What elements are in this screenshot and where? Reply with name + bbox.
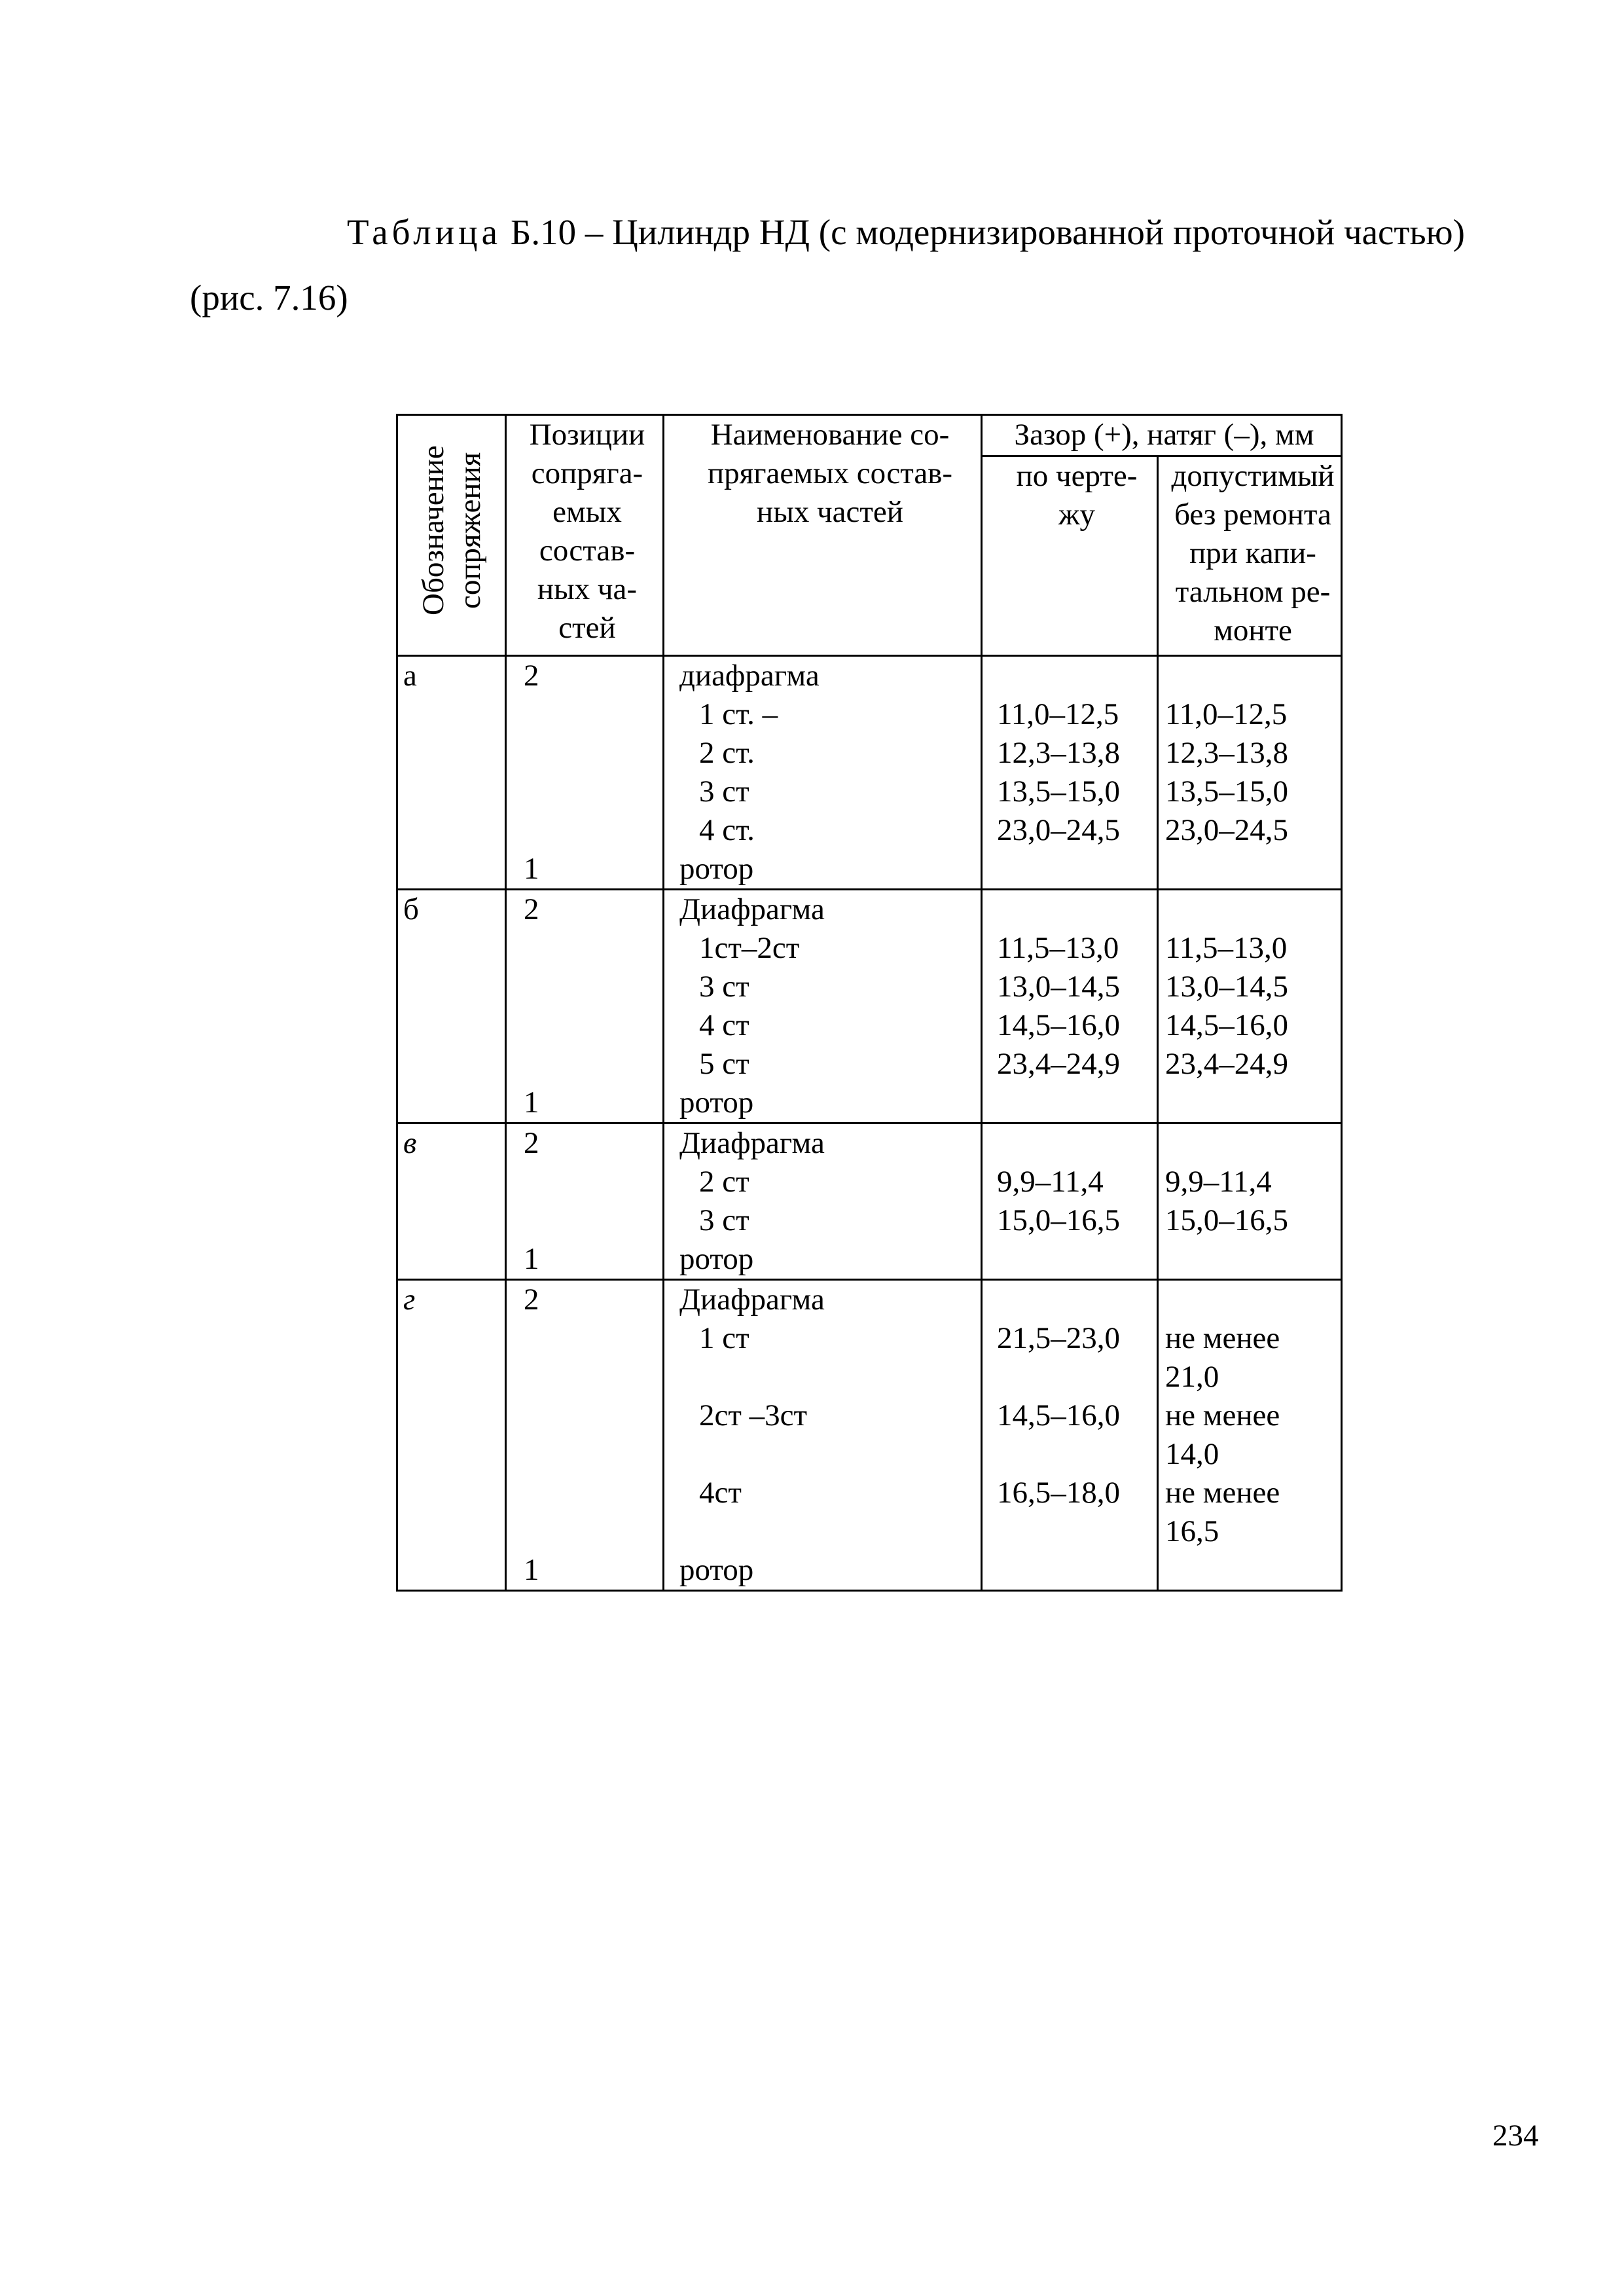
position-cell: 2 1 <box>506 656 664 890</box>
designation-cell: а <box>397 656 506 890</box>
drawing-gap-cell: 9,9–11,4 15,0–16,5 <box>982 1123 1158 1280</box>
caption-label: Таблица <box>347 212 501 252</box>
position-cell: 2 1 <box>506 1123 664 1280</box>
allowable-gap-cell: 11,0–12,5 12,3–13,8 13,5–15,0 23,0–24,5 <box>1158 656 1342 890</box>
header-allowable: допустимый без ремонта при капи- тальном ре- монте <box>1158 456 1342 656</box>
allowable-gap-cell: 9,9–11,4 15,0–16,5 <box>1158 1123 1342 1280</box>
caption-figure-ref: (рис. 7.16) <box>190 278 348 318</box>
allowable-gap-cell: не менее 21,0 не менее 14,0 не менее 16,5 <box>1158 1280 1342 1591</box>
header-positions: Позиции сопряга- емых состав- ных ча- стей <box>506 415 664 656</box>
drawing-gap-cell: 11,5–13,0 13,0–14,5 14,5–16,0 23,4–24,9 <box>982 890 1158 1123</box>
designation-cell: в <box>397 1123 506 1280</box>
page-number: 234 <box>1492 2119 1539 2153</box>
clearance-table <box>396 414 1343 1592</box>
table-row <box>397 656 1342 890</box>
part-name-cell: диафрагма 1 ст. – 2 ст. 3 ст 4 ст. ротор <box>664 656 982 890</box>
header-gap-group: Зазор (+), натяг (–), мм <box>982 415 1342 456</box>
header-by-drawing: по черте- жу <box>982 456 1158 656</box>
part-name-cell: Диафрагма 1 ст 2ст –3ст 4ст ротор <box>664 1280 982 1591</box>
position-cell: 2 1 <box>506 890 664 1123</box>
position-cell: 2 1 <box>506 1280 664 1591</box>
part-name-cell: Диафрагма 2 ст 3 ст ротор <box>664 1123 982 1280</box>
designation-cell: г <box>397 1280 506 1591</box>
allowable-gap-cell: 11,5–13,0 13,0–14,5 14,5–16,0 23,4–24,9 <box>1158 890 1342 1123</box>
table-row <box>397 1280 1342 1591</box>
table-caption <box>190 200 1551 331</box>
designation-cell: б <box>397 890 506 1123</box>
table-row <box>397 1123 1342 1280</box>
table-row <box>397 890 1342 1123</box>
drawing-gap-cell: 21,5–23,0 14,5–16,0 16,5–18,0 <box>982 1280 1158 1591</box>
caption-title: Б.10 – Цилиндр НД (с модернизированной проточной частью) <box>501 212 1465 252</box>
header-part-name: Наименование со- прягаемых состав- ных частей <box>664 415 982 656</box>
table-body <box>397 656 1342 1591</box>
part-name-cell: Диафрагма 1ст–2ст 3 ст 4 ст 5 ст ротор <box>664 890 982 1123</box>
header-designation: Обозначение сопряжения <box>397 415 506 656</box>
drawing-gap-cell: 11,0–12,5 12,3–13,8 13,5–15,0 23,0–24,5 <box>982 656 1158 890</box>
